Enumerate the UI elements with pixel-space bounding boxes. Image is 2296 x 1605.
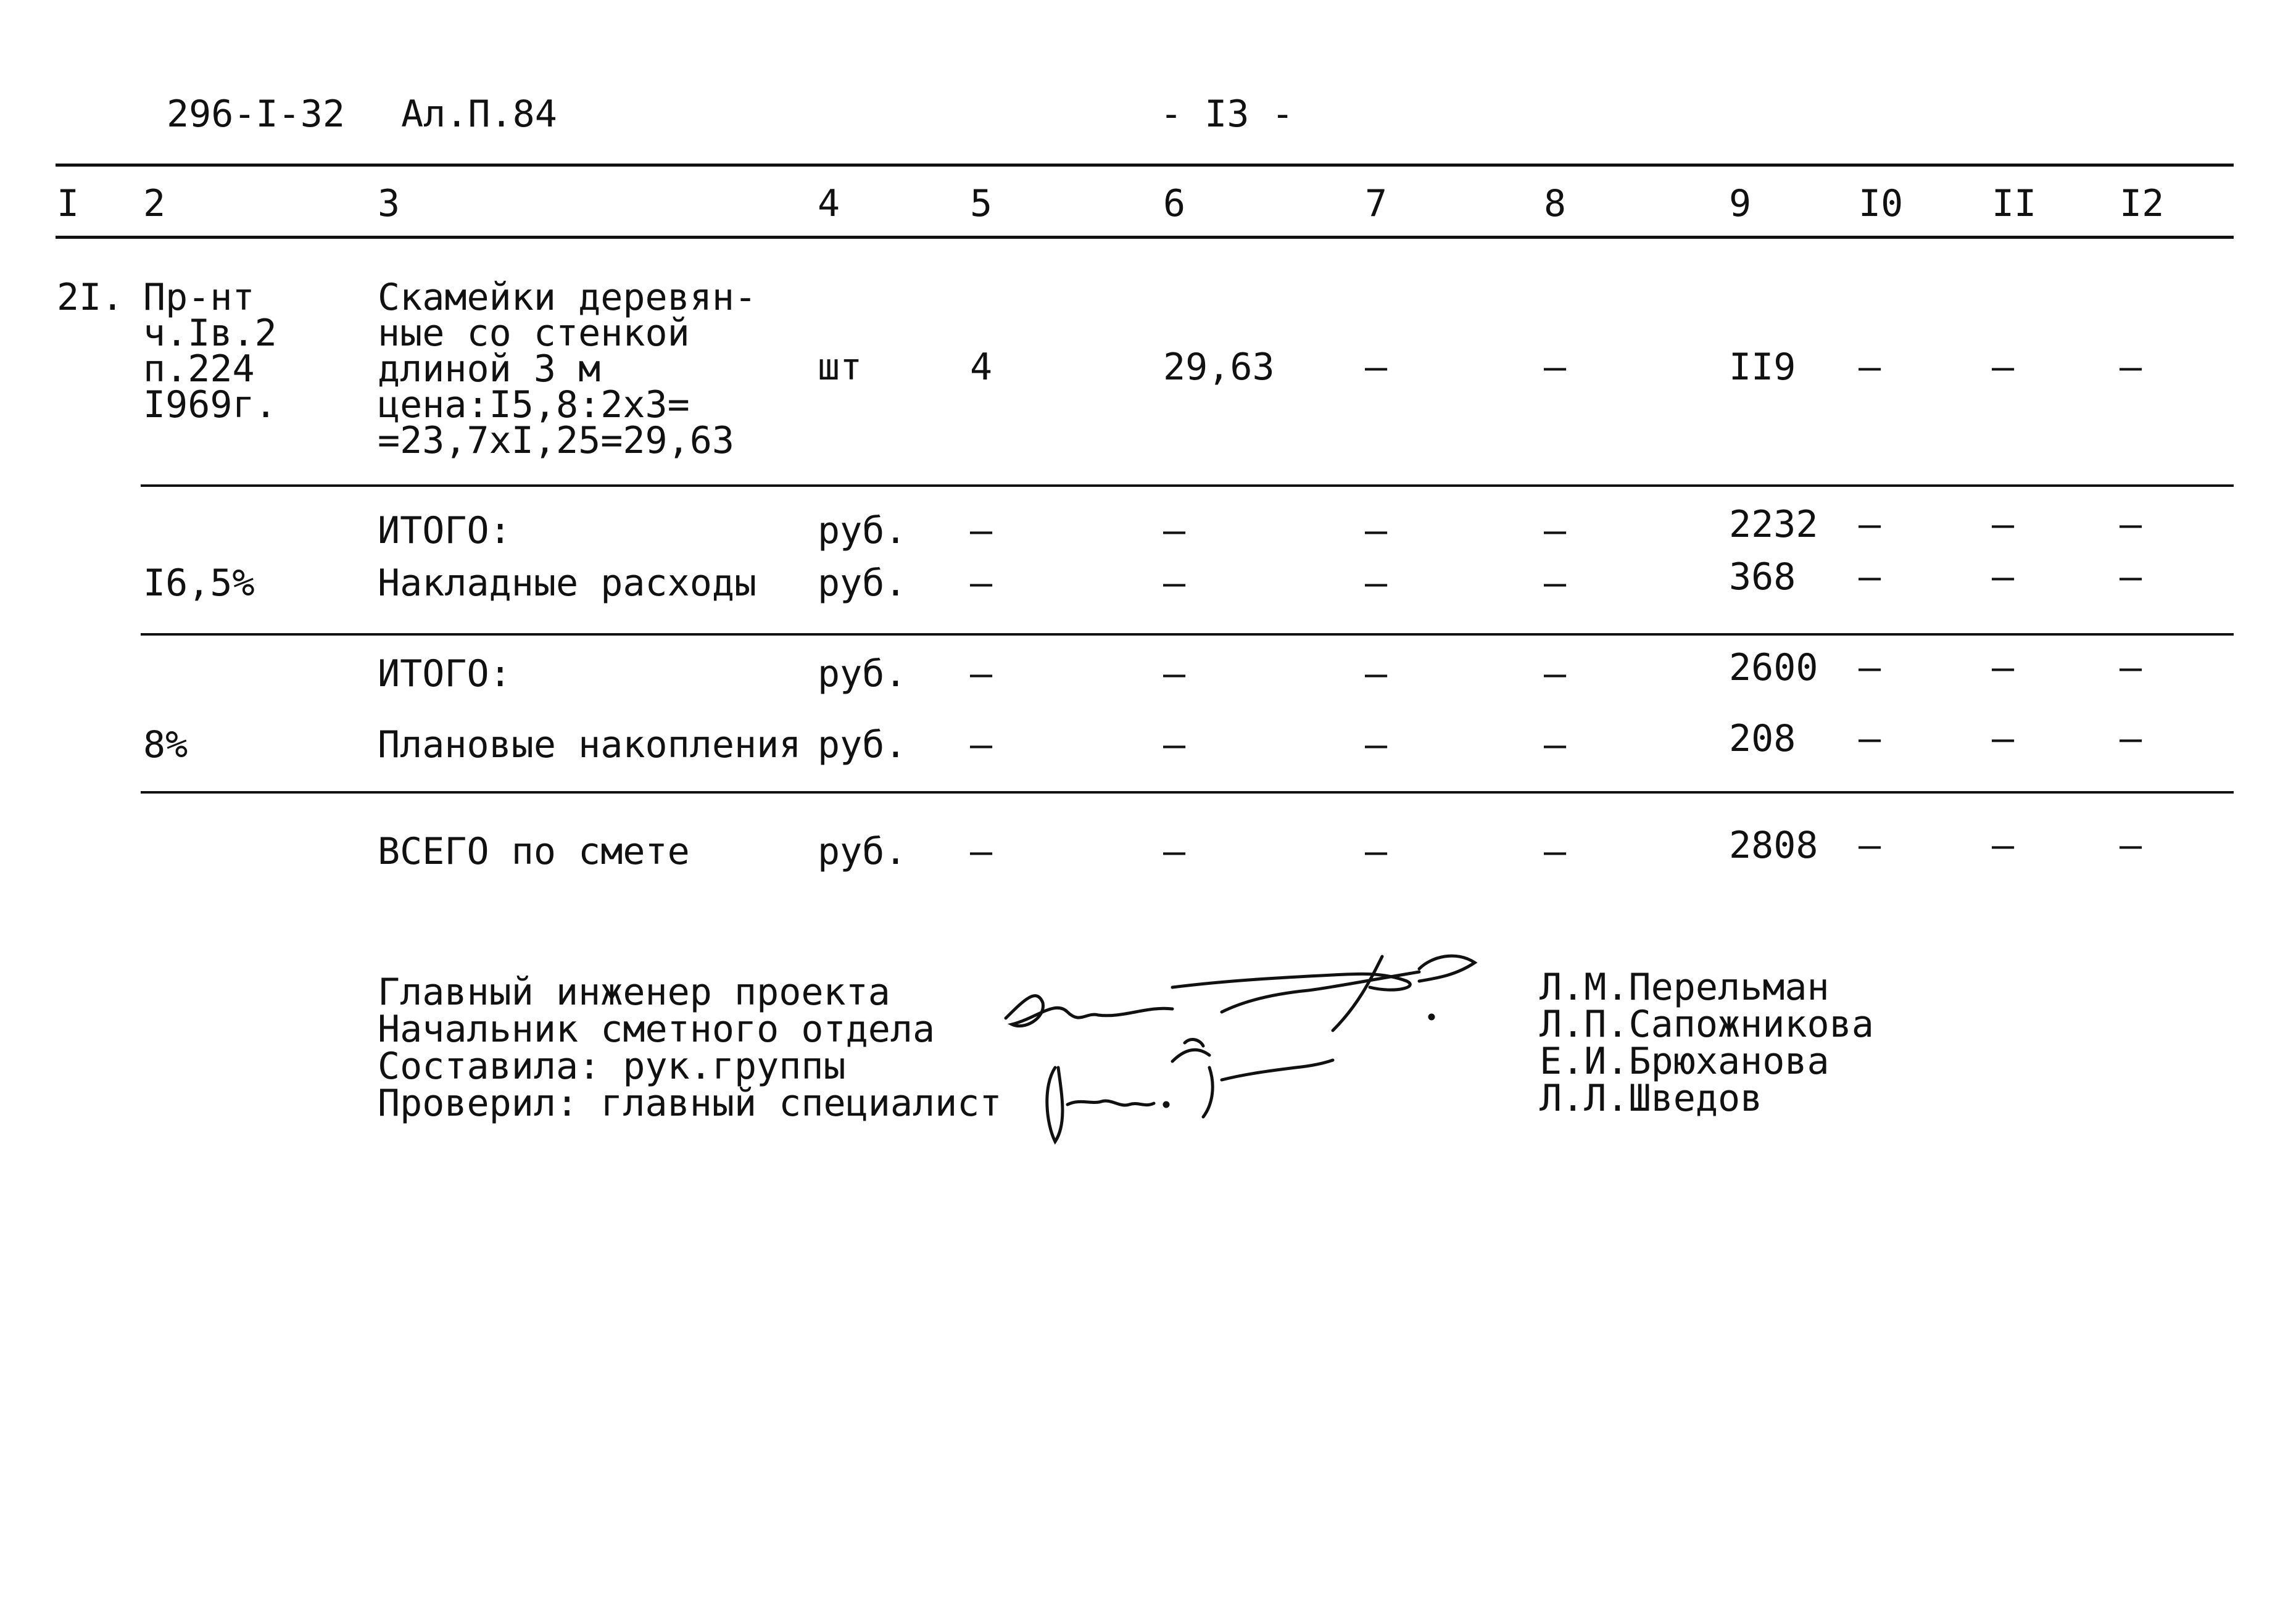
item-total: II9 bbox=[1729, 346, 1796, 389]
summary-col8: – bbox=[1544, 509, 1567, 552]
name-line: Л.М.Перельман bbox=[1540, 966, 1830, 1009]
row-rule bbox=[141, 484, 2234, 487]
col-header-12: I2 bbox=[2120, 182, 2165, 225]
row-rule bbox=[141, 633, 2234, 636]
col-header-9: 9 bbox=[1729, 182, 1752, 225]
summary-col10: – bbox=[1859, 717, 1881, 760]
item-col11: – bbox=[1992, 346, 2015, 389]
summary-unit: руб. bbox=[818, 562, 907, 605]
item-unit: шт bbox=[818, 346, 863, 389]
signature-roles bbox=[378, 971, 1002, 1125]
summary-col11: – bbox=[1992, 646, 2015, 689]
summary-col5: – bbox=[970, 830, 993, 873]
doc-code: 296-I-32 bbox=[167, 93, 345, 136]
summary-desc: ИТОГО: bbox=[378, 509, 512, 552]
summary-col6: – bbox=[1163, 562, 1186, 605]
item-col7: – bbox=[1365, 346, 1388, 389]
item-col12: – bbox=[2120, 346, 2142, 389]
summary-col8: – bbox=[1544, 562, 1567, 605]
summary-total: 2600 bbox=[1729, 646, 1818, 689]
summary-desc: ИТОГО: bbox=[378, 652, 512, 695]
summary-desc: Плановые накопления bbox=[378, 723, 802, 766]
summary-col12: – bbox=[2120, 824, 2142, 867]
grand-total-value: 2808 bbox=[1729, 824, 1818, 867]
summary-unit: руб. bbox=[818, 509, 907, 552]
col-header-7: 7 bbox=[1365, 182, 1388, 225]
album-number: Ал.П.84 bbox=[401, 93, 557, 136]
summary-col5: – bbox=[970, 652, 993, 695]
summary-col7: – bbox=[1365, 562, 1388, 605]
row-rule bbox=[141, 791, 2234, 794]
summary-col11: – bbox=[1992, 555, 2015, 599]
summary-col7: – bbox=[1365, 830, 1388, 873]
handwritten-signatures bbox=[987, 944, 1530, 1191]
page-number: - I3 - bbox=[1160, 93, 1294, 136]
desc-line: ные со стенкой bbox=[378, 312, 690, 355]
summary-col6: – bbox=[1163, 723, 1186, 766]
summary-col11: – bbox=[1992, 824, 2015, 867]
ref-line: Пр-нт bbox=[143, 276, 255, 319]
col-header-10: I0 bbox=[1859, 182, 1904, 225]
name-line: Л.Л.Шведов bbox=[1540, 1077, 1763, 1120]
item-qty: 4 bbox=[970, 346, 993, 389]
col-header-3: 3 bbox=[378, 182, 400, 225]
signature-names bbox=[1540, 966, 1874, 1120]
col-header-2: 2 bbox=[143, 182, 166, 225]
ref-line: п.224 bbox=[143, 347, 255, 391]
ref-line: ч.Iв.2 bbox=[143, 312, 277, 355]
desc-line: длиной 3 м bbox=[378, 347, 601, 391]
name-line: Л.П.Сапожникова bbox=[1540, 1003, 1874, 1046]
summary-rate: 8% bbox=[143, 723, 188, 766]
summary-col8: – bbox=[1544, 723, 1567, 766]
item-price: 29,63 bbox=[1163, 346, 1275, 389]
summary-unit: руб. bbox=[818, 723, 907, 766]
grand-total-unit: руб. bbox=[818, 830, 907, 873]
col-header-1: I bbox=[57, 182, 80, 225]
summary-total: 2232 bbox=[1729, 503, 1818, 546]
summary-col5: – bbox=[970, 562, 993, 605]
summary-col12: – bbox=[2120, 646, 2142, 689]
summary-col10: – bbox=[1859, 503, 1881, 546]
summary-col11: – bbox=[1992, 503, 2015, 546]
summary-col12: – bbox=[2120, 717, 2142, 760]
summary-col5: – bbox=[970, 509, 993, 552]
summary-total: 368 bbox=[1729, 555, 1796, 599]
summary-total: 208 bbox=[1729, 717, 1796, 760]
summary-col7: – bbox=[1365, 652, 1388, 695]
desc-line: цена:I5,8:2х3= bbox=[378, 383, 690, 426]
summary-rate: I6,5% bbox=[143, 562, 255, 605]
role-line: Начальник сметного отдела bbox=[378, 1008, 935, 1051]
summary-desc: Накладные расходы bbox=[378, 562, 757, 605]
col-header-4: 4 bbox=[818, 182, 840, 225]
item-number: 2I. bbox=[57, 276, 124, 319]
col-header-6: 6 bbox=[1163, 182, 1186, 225]
role-line: Составила: рук.группы bbox=[378, 1045, 846, 1088]
table-top-rule bbox=[56, 164, 2234, 167]
col-header-11: II bbox=[1992, 182, 2037, 225]
summary-col6: – bbox=[1163, 509, 1186, 552]
role-line: Проверил: главный специалист bbox=[378, 1082, 1002, 1125]
desc-line: Скамейки деревян- bbox=[378, 276, 757, 319]
summary-col12: – bbox=[2120, 555, 2142, 599]
summary-col12: – bbox=[2120, 503, 2142, 546]
col-header-8: 8 bbox=[1544, 182, 1567, 225]
summary-col10: – bbox=[1859, 555, 1881, 599]
summary-col8: – bbox=[1544, 830, 1567, 873]
grand-total-desc: ВСЕГО по смете bbox=[378, 830, 690, 873]
name-line: Е.И.Брюханова bbox=[1540, 1040, 1830, 1083]
summary-col10: – bbox=[1859, 824, 1881, 867]
ref-line: I969г. bbox=[143, 383, 277, 426]
summary-col7: – bbox=[1365, 723, 1388, 766]
summary-col8: – bbox=[1544, 652, 1567, 695]
summary-col6: – bbox=[1163, 830, 1186, 873]
desc-line: =23,7хI,25=29,63 bbox=[378, 419, 734, 462]
item-col10: – bbox=[1859, 346, 1881, 389]
summary-col7: – bbox=[1365, 509, 1388, 552]
header-bottom-rule bbox=[56, 236, 2234, 239]
summary-col5: – bbox=[970, 723, 993, 766]
summary-col6: – bbox=[1163, 652, 1186, 695]
item-col8: – bbox=[1544, 346, 1567, 389]
role-line: Главный инженер проекта bbox=[378, 971, 890, 1014]
summary-col11: – bbox=[1992, 717, 2015, 760]
summary-unit: руб. bbox=[818, 652, 907, 695]
summary-col10: – bbox=[1859, 646, 1881, 689]
col-header-5: 5 bbox=[970, 182, 993, 225]
